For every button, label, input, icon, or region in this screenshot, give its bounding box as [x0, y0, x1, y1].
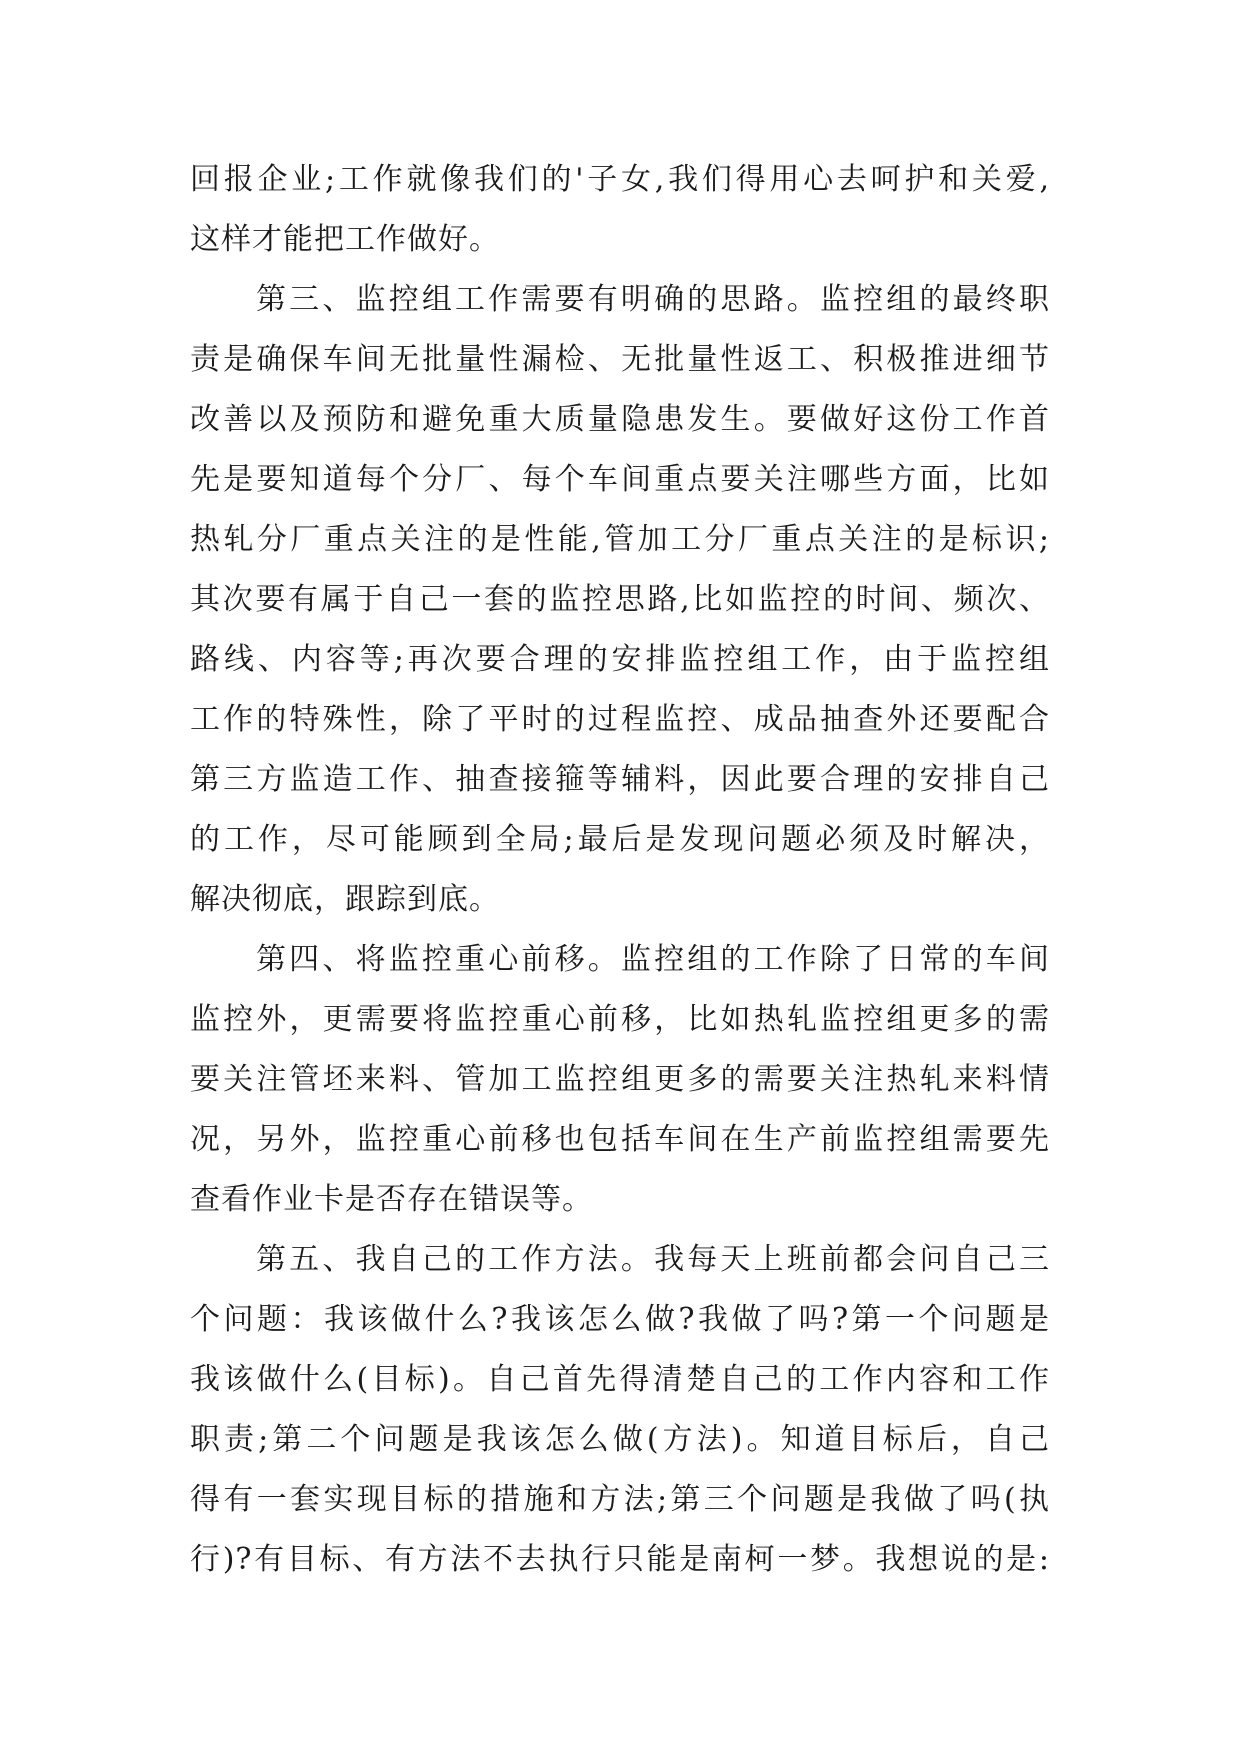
- text-line: 责是确保车间无批量性漏检、无批量性返工、积极推进细节: [190, 342, 1050, 377]
- text-line: 况，另外，监控重心前移也包括车间在生产前监控组需要先: [190, 1122, 1050, 1157]
- text-line: 热轧分厂重点关注的是性能,管加工分厂重点关注的是标识;: [190, 522, 1050, 557]
- paragraph-start-line: 第五、我自己的工作方法。我每天上班前都会问自己三: [256, 1242, 1050, 1277]
- text-line: 第三方监造工作、抽查接箍等辅料，因此要合理的安排自己: [190, 762, 1050, 797]
- text-line: 回报企业;工作就像我们的'子女,我们得用心去呵护和关爱,: [190, 162, 1050, 197]
- text-line: 路线、内容等;再次要合理的安排监控组工作，由于监控组: [190, 642, 1050, 677]
- text-line: 解决彻底，跟踪到底。: [190, 882, 500, 917]
- paragraph-start-line: 第四、将监控重心前移。监控组的工作除了日常的车间: [256, 942, 1050, 977]
- text-line: 其次要有属于自己一套的监控思路,比如监控的时间、频次、: [190, 582, 1050, 617]
- text-line: 要关注管坯来料、管加工监控组更多的需要关注热轧来料情: [190, 1062, 1050, 1097]
- text-line: 先是要知道每个分厂、每个车间重点要关注哪些方面，比如: [190, 462, 1050, 497]
- paragraph-start-line: 第三、监控组工作需要有明确的思路。监控组的最终职: [256, 282, 1050, 317]
- text-line: 职责;第二个问题是我该怎么做(方法)。知道目标后，自己: [190, 1422, 1050, 1457]
- text-line: 监控外，更需要将监控重心前移，比如热轧监控组更多的需: [190, 1002, 1050, 1037]
- text-line: 个问题：我该做什么?我该怎么做?我做了吗?第一个问题是: [190, 1302, 1050, 1337]
- text-line: 这样才能把工作做好。: [190, 222, 500, 257]
- text-line: 查看作业卡是否存在错误等。: [190, 1182, 593, 1217]
- text-line: 得有一套实现目标的措施和方法;第三个问题是我做了吗(执: [190, 1482, 1050, 1517]
- text-line: 我该做什么(目标)。自己首先得清楚自己的工作内容和工作: [190, 1362, 1050, 1397]
- document-body: [190, 150, 1050, 1590]
- text-line: 改善以及预防和避免重大质量隐患发生。要做好这份工作首: [190, 402, 1050, 437]
- text-line: 工作的特殊性，除了平时的过程监控、成品抽查外还要配合: [190, 702, 1050, 737]
- text-line: 的工作，尽可能顾到全局;最后是发现问题必须及时解决，: [190, 822, 1050, 857]
- text-line: 行)?有目标、有方法不去执行只能是南柯一梦。我想说的是:: [190, 1542, 1050, 1577]
